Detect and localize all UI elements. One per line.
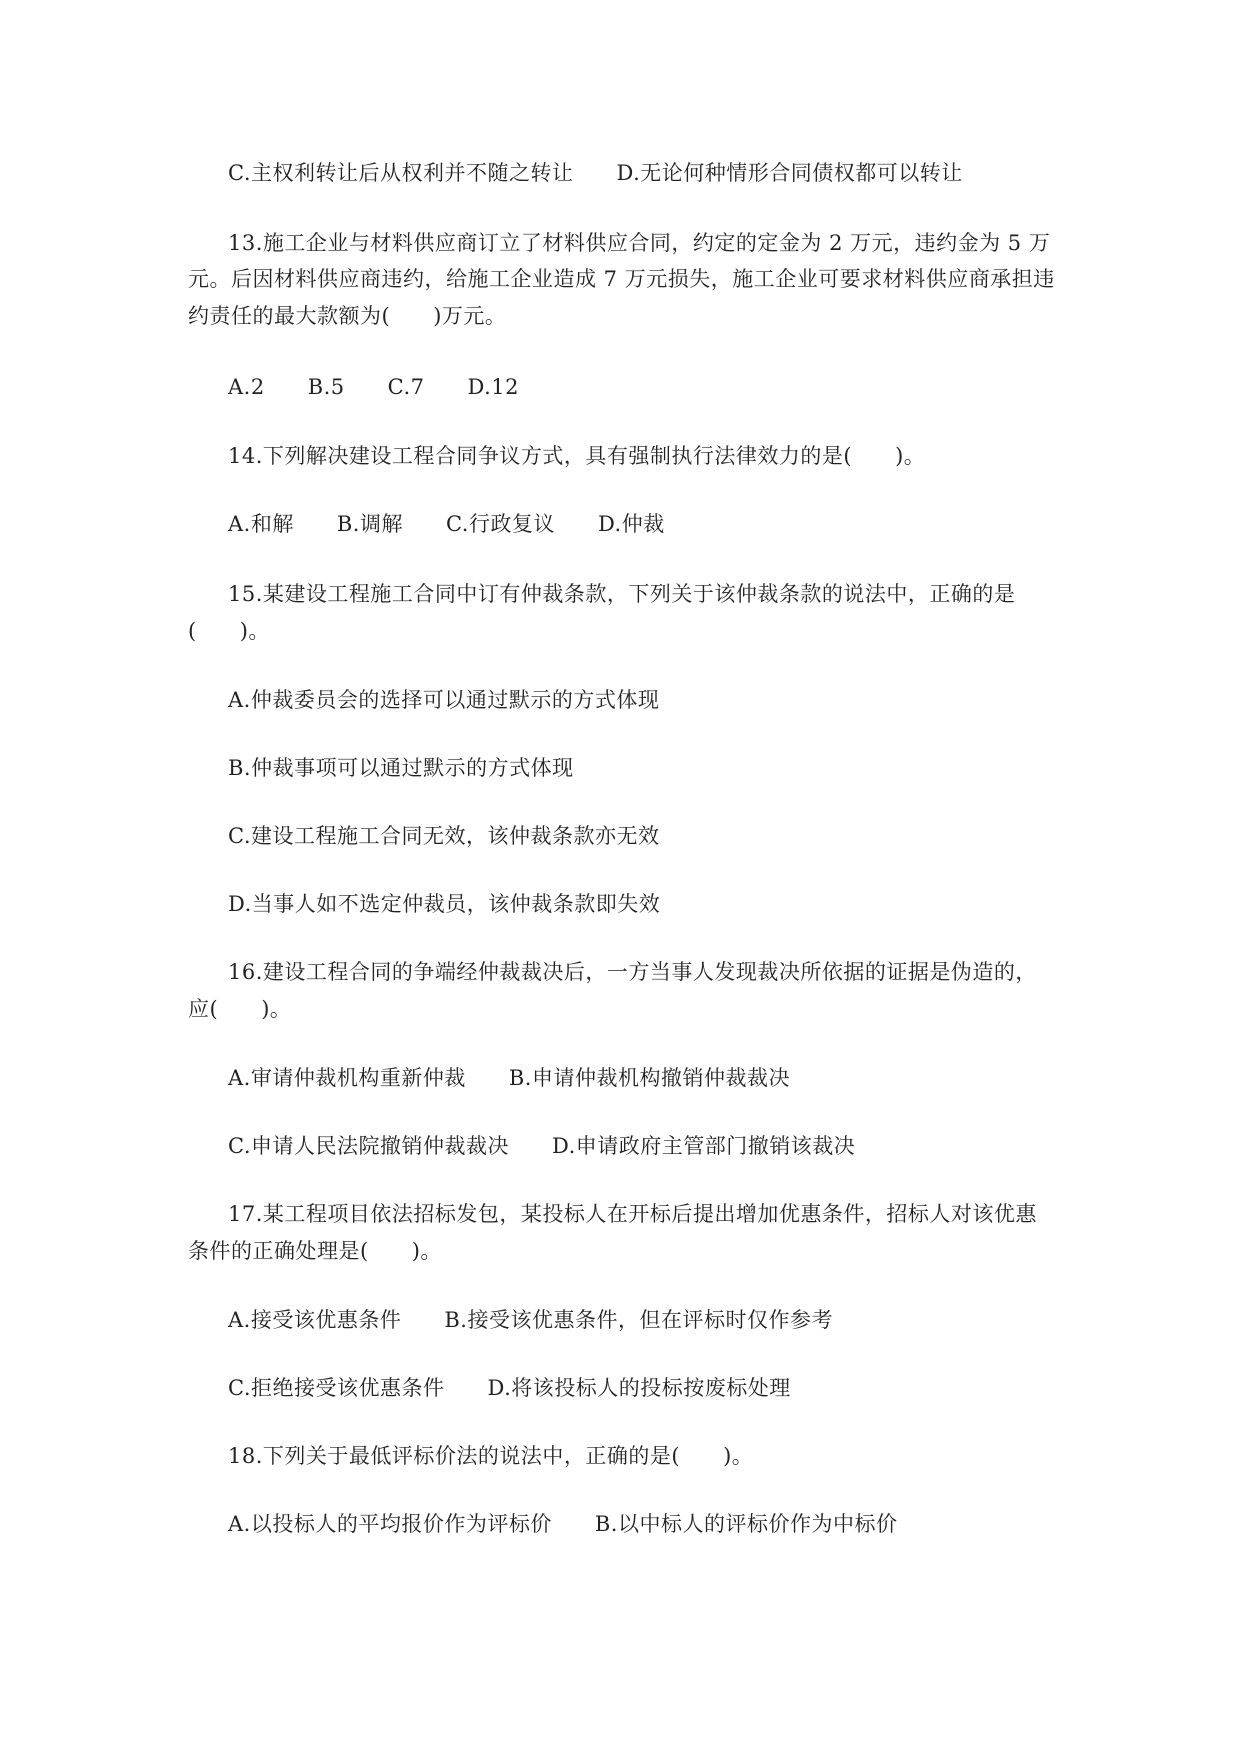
question-13-options: A.2 B.5 C.7 D.12 <box>228 375 520 399</box>
question-16-line-1: 16.建设工程合同的争端经仲裁裁决后，一方当事人发现裁决所依据的证据是伪造的， <box>228 960 1037 984</box>
question-13-line-3: 约责任的最大款额为( )万元。 <box>188 304 507 328</box>
question-18-options-ab: A.以投标人的平均报价作为评标价 B.以中标人的评标价作为中标价 <box>228 1512 898 1536</box>
question-17-options-ab: A.接受该优惠条件 B.接受该优惠条件，但在评标时仅作参考 <box>228 1308 833 1332</box>
question-15-option-c: C.建设工程施工合同无效，该仲裁条款亦无效 <box>228 824 660 848</box>
question-16-options-ab: A.审请仲裁机构重新仲裁 B.申请仲裁机构撤销仲裁裁决 <box>228 1066 790 1090</box>
question-15-line-1: 15.某建设工程施工合同中订有仲裁条款，下列关于该仲裁条款的说法中，正确的是 <box>228 582 1016 606</box>
question-15-line-2: ( )。 <box>188 619 270 643</box>
question-13-line-1: 13.施工企业与材料供应商订立了材料供应合同，约定的定金为 2 万元，违约金为 5 万 <box>228 231 1051 255</box>
question-15-option-b: B.仲裁事项可以通过默示的方式体现 <box>228 756 574 780</box>
question-16-line-2: 应( )。 <box>188 997 292 1021</box>
question-14-line-1: 14.下列解决建设工程合同争议方式，具有强制执行法律效力的是( )。 <box>228 444 926 468</box>
option-line: C.主权利转让后从权利并不随之转让 D.无论何种情形合同债权都可以转让 <box>228 161 963 185</box>
question-15-option-d: D.当事人如不选定仲裁员，该仲裁条款即失效 <box>228 892 661 916</box>
question-15-option-a: A.仲裁委员会的选择可以通过默示的方式体现 <box>228 688 660 712</box>
question-16-options-cd: C.申请人民法院撤销仲裁裁决 D.申请政府主管部门撤销该裁决 <box>228 1134 856 1158</box>
question-14-options: A.和解 B.调解 C.行政复议 D.仲裁 <box>228 512 665 536</box>
question-17-line-1: 17.某工程项目依法招标发包，某投标人在开标后提出增加优惠条件，招标人对该优惠 <box>228 1202 1037 1226</box>
question-17-line-2: 条件的正确处理是( )。 <box>188 1239 442 1263</box>
question-18-line-1: 18.下列关于最低评标价法的说法中，正确的是( )。 <box>228 1444 754 1468</box>
question-17-options-cd: C.拒绝接受该优惠条件 D.将该投标人的投标按废标处理 <box>228 1376 791 1400</box>
question-13-line-2: 元。后因材料供应商违约，给施工企业造成 7 万元损失，施工企业可要求材料供应商承担违 <box>188 267 1055 291</box>
